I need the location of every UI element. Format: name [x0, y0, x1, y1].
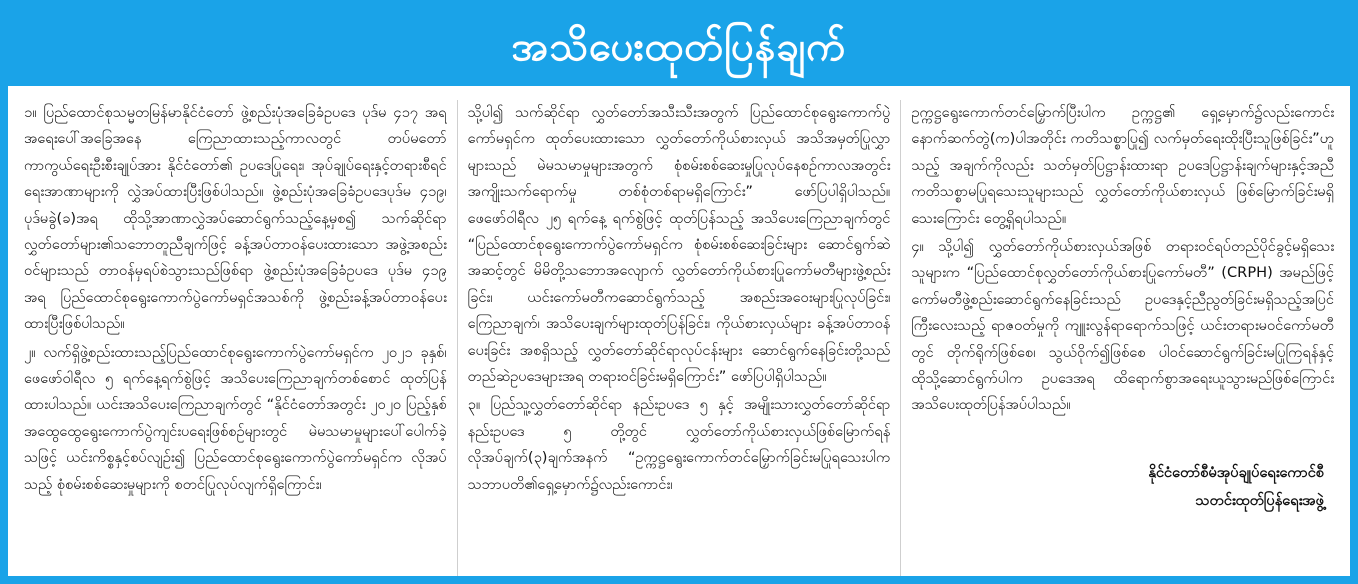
paragraph: ၃။ ပြည်သူ့လွှတ်တော်ဆိုင်ရာ နည်းဥပဒေ ၅ နှင့် အမျိုးသားလွှတ်တော်ဆိုင်ရာနည်းဥပဒေ ၅ တို့တွင် လွှတ်တော်ကိုယ်စားလှယ်ဖြစ်မြောက်ရန် လိုအပ်ချက်(၃)ချက်အနက် “ဥက္ကဋ္ဌရွေးကောက်တင်မြှောက်ခြင်းမပြုရသေးပါက သဘာပတိ၏ရှေ့မှောက်၌လည်းကောင်း၊: [467, 396, 891, 493]
text-columns: [14, 100, 1344, 576]
paragraph: ၄။ သို့ပါ၍ လွှတ်တော်ကိုယ်စားလှယ်အဖြစ် တရားဝင်ရပ်တည်ပိုင်ခွင့်မရှိသေးသူများက “ပြည်ထောင်စုလွှတ်တော်ကိုယ်စားပြုကော်မတီ” (CRPH) အမည်ဖြင့် ကော်မတီဖွဲ့စည်းဆောင်ရွက်နေခြင်းသည် ဥပဒေနှင့်ညီညွတ်ခြင်းမရှိသည့်အပြင် ကြီးလေးသည့် ရာဇဝတ်မှုကို ကျူးလွန်ရာရောက်သဖြင့် ယင်းတရားမဝင်ကော်မတီတွင် တိုက်ရိုက်ဖြစ်စေ၊ သွယ်ဝိုက်၍ဖြစ်စေ ပါဝင်ဆောင်ရွက်ခြင်းမပြုကြရန်နှင့် ထိုသို့ဆောင်ရွက်ပါက ဥပဒေအရ ထိရောက်စွာအရေးယူသွားမည်ဖြစ်ကြောင်း အသိပေးထုတ်ပြန်အပ်ပါသည်။: [911, 238, 1335, 414]
column-1: [14, 100, 457, 576]
signature-block: [911, 459, 1334, 515]
column-3: [900, 100, 1344, 576]
paragraph: ၁။ ပြည်ထောင်စုသမ္မတမြန်မာနိုင်ငံတော် ဖွဲ့စည်းပုံအခြေခံဥပဒေ ပုဒ်မ ၄၁၇ အရ အရေးပေါ်အခြေအနေ ကြေညာထားသည့်ကာလတွင် တပ်မတော်ကာကွယ်ရေးဦးစီးချုပ်အား နိုင်ငံတော်၏ ဥပဒေပြုရေး၊ အုပ်ချုပ်ရေးနှင့်တရားစီရင်ရေးအာဏာများကို လွှဲအပ်ထားပြီးဖြစ်ပါသည်။ ဖွဲ့စည်းပုံအခြေခံဥပဒေပုဒ်မ ၄၁၉၊ ပုဒ်မခွဲ(ခ)အရ ထိုသို့အာဏာလွှဲအပ်ဆောင်ရွက်သည့်နေ့မှစ၍ သက်ဆိုင်ရာလွှတ်တော်များ၏သဘောတူညီချက်ဖြင့် ခန့်အပ်တာဝန်ပေးထားသော အဖွဲ့အစည်းဝင်များသည် တာဝန်မှရပ်စဲသွားသည်ဖြစ်ရာ ဖွဲ့စည်းပုံအခြေခံဥပဒေ ပုဒ်မ ၄၁၉ အရ ပြည်ထောင်စုရွေးကောက်ပွဲကော်မရှင်အသစ်ကို ဖွဲ့စည်းခန့်အပ်တာဝန်ပေးထားပြီးဖြစ်ပါသည်။: [24, 104, 447, 333]
paragraph: ဥက္ကဋ္ဌရွေးကောက်တင်မြှောက်ပြီးပါက ဥက္ကဋ္ဌ၏ ရှေ့မှောက်၌လည်းကောင်း နောက်ဆက်တွဲ(က)ပါအတိုင်း ကတိသစ္စာပြု၍ လက်မှတ်ရေးထိုးပြီးသူဖြစ်ခြင်း”ဟူသည့် အချက်ကိုလည်း သတ်မှတ်ပြဋ္ဌာန်းထားရာ ဥပဒေပြဋ္ဌာန်းချက်များနှင့်အညီ ကတိသစ္စာမပြုရသေးသူများသည် လွှတ်တော်ကိုယ်စားလှယ် ဖြစ်မြောက်ခြင်းမရှိသေးကြောင်း တွေ့ရှိရပါသည်။: [911, 104, 1335, 227]
title-banner: [8, 8, 1350, 86]
signature-team: သတင်းထုတ်ပြန်ရေးအဖွဲ့: [1195, 491, 1325, 509]
column-2: [457, 100, 901, 576]
paragraph: သို့ပါ၍ သက်ဆိုင်ရာ လွှတ်တော်အသီးသီးအတွက် ပြည်ထောင်စုရွေးကောက်ပွဲကော်မရှင်က ထုတ်ပေးထားသော လွှတ်တော်ကိုယ်စားလှယ် အသိအမှတ်ပြုလွှာများသည် မဲမသမာမှုများအတွက် စုံစမ်းစစ်ဆေးမှုပြုလုပ်နေစဉ်ကာလအတွင်း အကျိုးသက်ရောက်မှု တစ်စုံတစ်ရာမရှိကြောင်း” ဖော်ပြပါရှိပါသည်။ ဖေဖော်ဝါရီလ ၂၅ ရက်နေ့ ရက်စွဲဖြင့် ထုတ်ပြန်သည့် အသိပေးကြေညာချက်တွင် “ပြည်ထောင်စုရွေးကောက်ပွဲကော်မရှင်က စုံစမ်းစစ်ဆေးခြင်းများ ဆောင်ရွက်ဆဲအဆင့်တွင် မိမိတို့သဘောအလျောက် လွှတ်တော်ကိုယ်စားပြုကော်မတီများဖွဲ့စည်းခြင်း၊ ယင်းကော်မတီကဆောင်ရွက်သည့် အစည်းအဝေးများပြုလုပ်ခြင်း၊ ကြေညာချက်၊ အသိပေးချက်များထုတ်ပြန်ခြင်း၊ ကိုယ်စားလှယ်များ ခန့်အပ်တာဝန်ပေးခြင်း အစရှိသည့် လွှတ်တော်ဆိုင်ရာလုပ်ငန်းများ ဆောင်ရွက်နေခြင်းတို့သည် တည်ဆဲဥပဒေများအရ တရားဝင်ခြင်းမရှိကြောင်း” ဖော်ပြပါရှိပါသည်။: [467, 104, 891, 386]
signature-issuer: နိုင်ငံတော်စီမံအုပ်ချုပ်ရေးကောင်စီ: [1148, 463, 1325, 481]
page-title: အသိပေးထုတ်ပြန်ချက်: [511, 24, 847, 70]
paragraph: ၂။ လက်ရှိဖွဲ့စည်းထားသည့်ပြည်ထောင်စုရွေးကောက်ပွဲကော်မရှင်က ၂၀၂၁ ခုနှစ်၊ ဖေဖော်ဝါရီလ ၅ ရက်နေ့ရက်စွဲဖြင့် အသိပေးကြေညာချက်တစ်စောင် ထုတ်ပြန်ထားပါသည်။ ယင်းအသိပေးကြေညာချက်တွင် “နိုင်ငံတော်အတွင်း ၂၀၂၀ ပြည့်နှစ် အထွေထွေရွေးကောက်ပွဲကျင်းပရေးဖြစ်စဉ်များတွင် မဲမသမာမှုများပေါ်ပေါက်ခဲ့သဖြင့် ယင်းကိစ္စနှင့်စပ်လျဉ်း၍ ပြည်ထောင်စုရွေးကောက်ပွဲကော်မရှင်က လိုအပ်သည့် စုံစမ်းစစ်ဆေးမှုများကို စတင်ပြုလုပ်လျက်ရှိကြောင်း၊: [24, 343, 447, 493]
